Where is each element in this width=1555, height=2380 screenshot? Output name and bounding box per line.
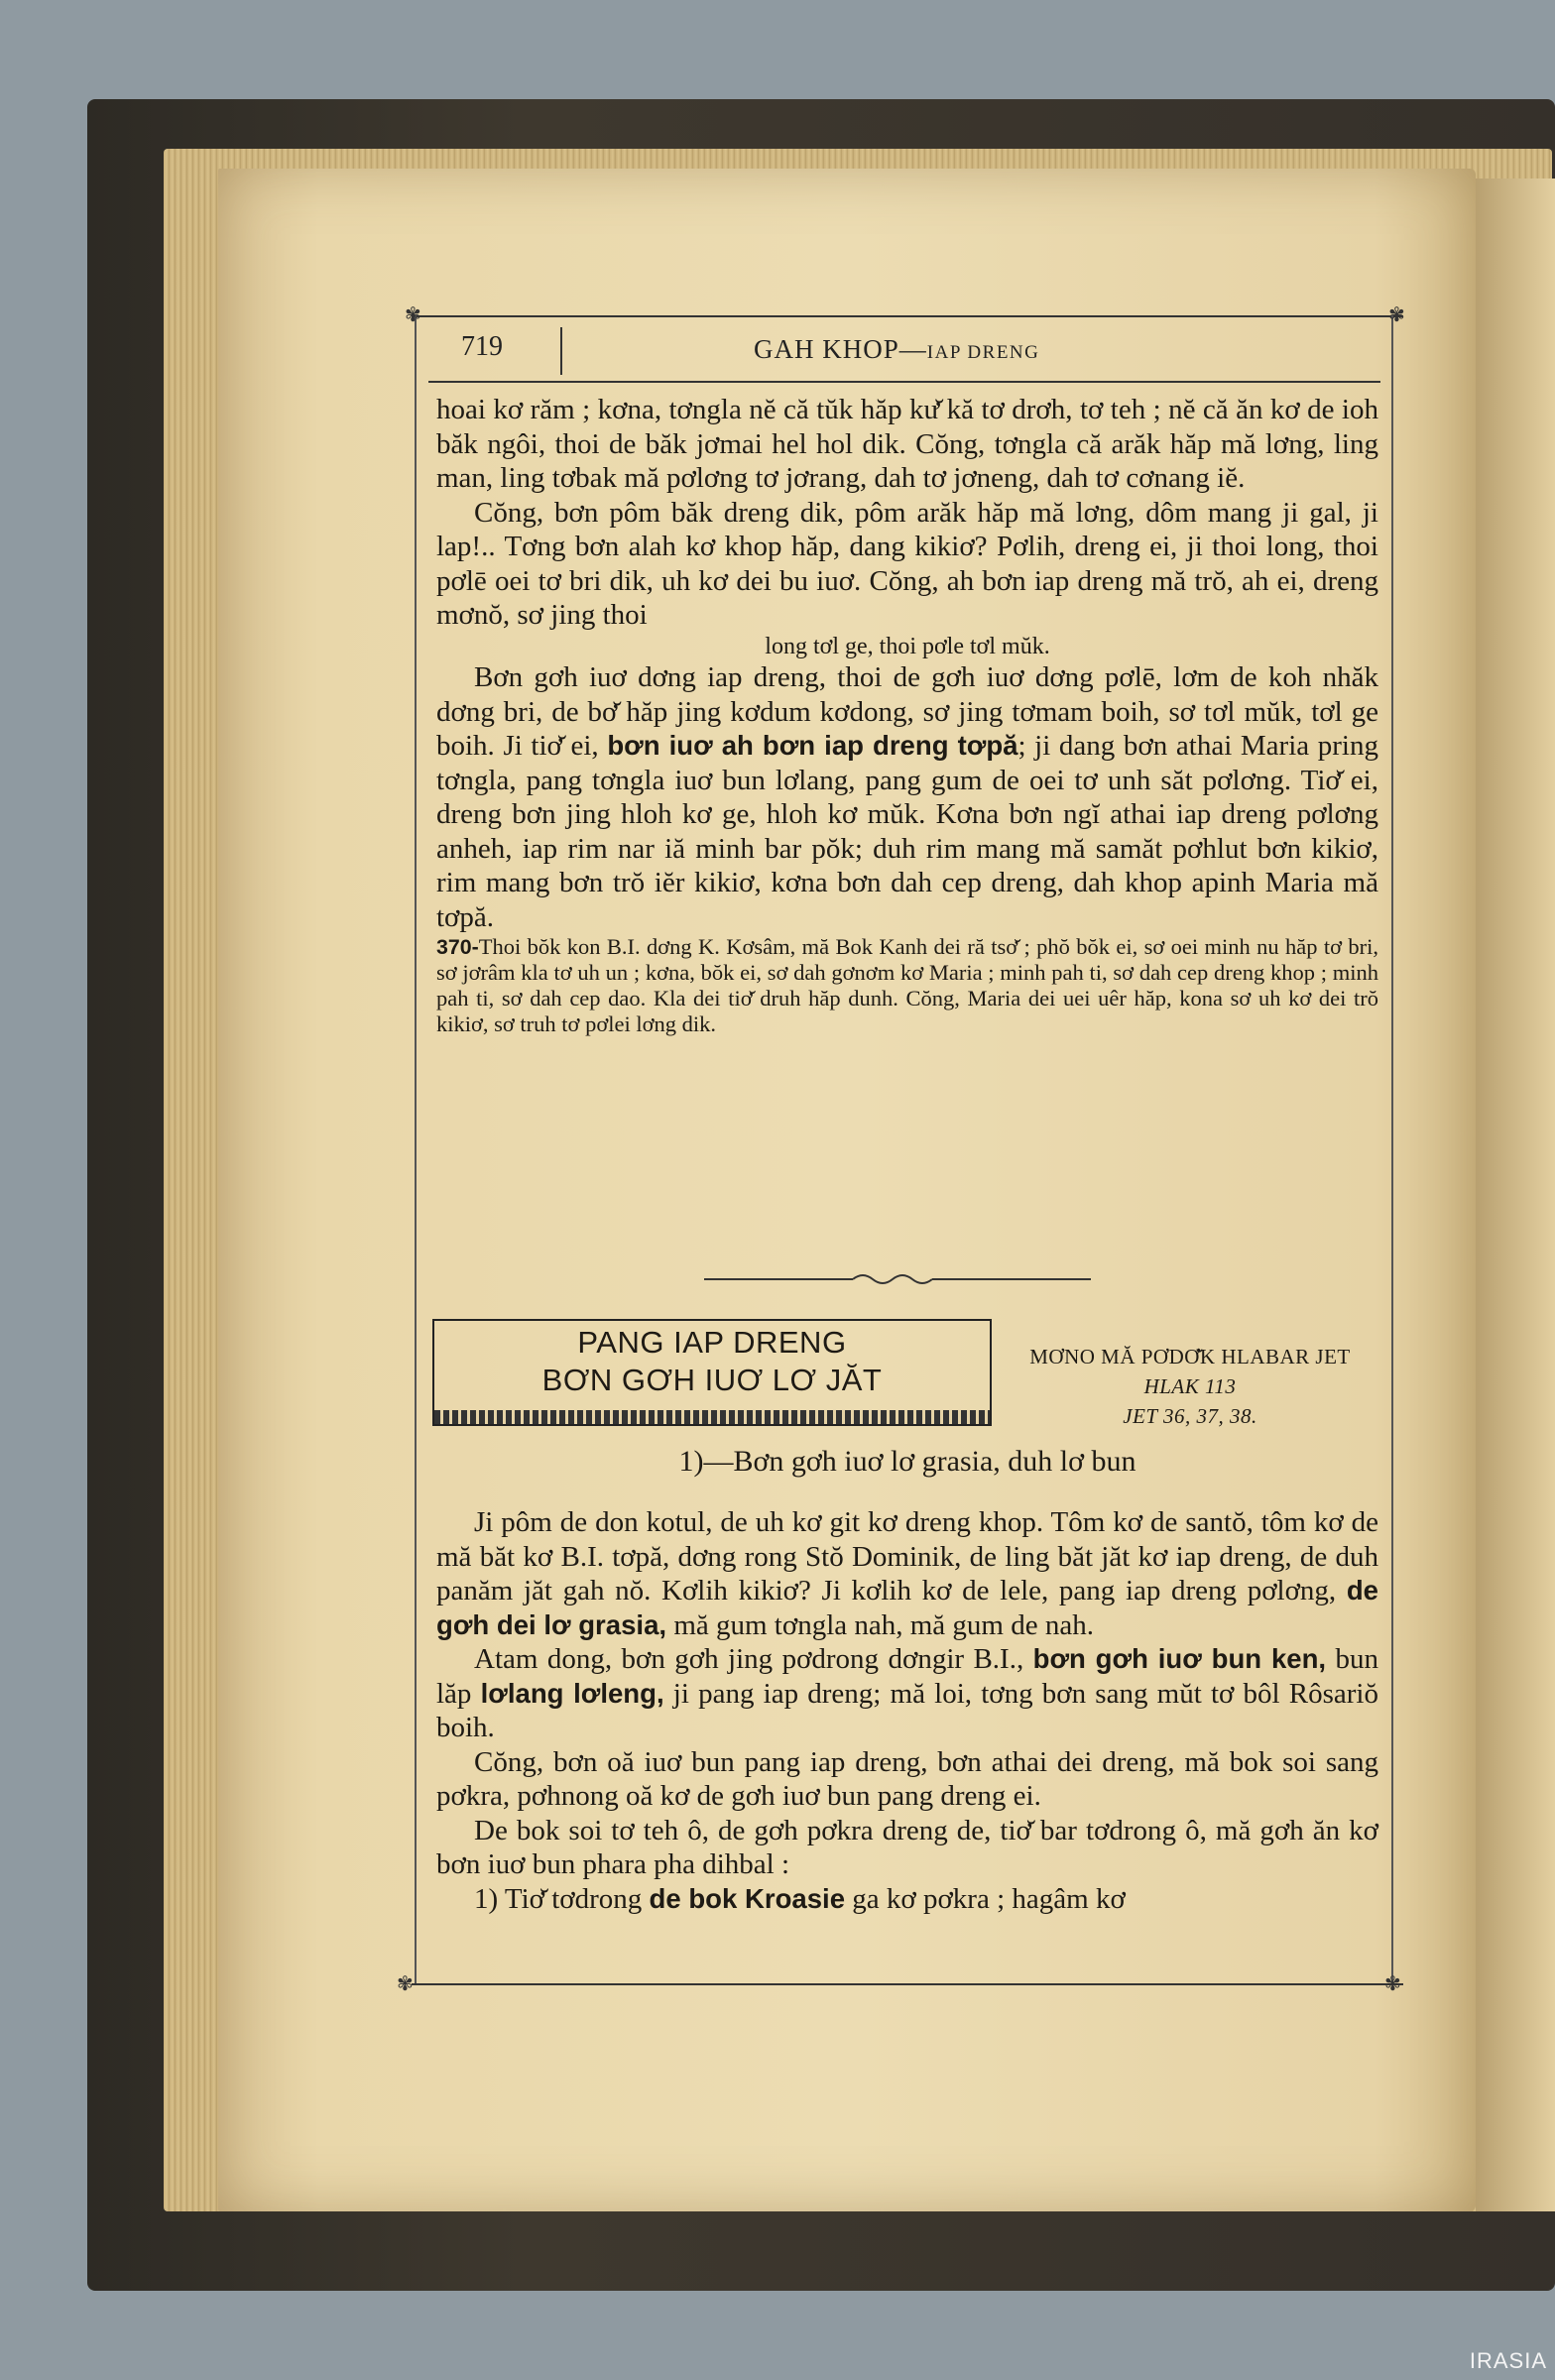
paragraph-4 <box>436 660 1378 934</box>
frame-rule-left <box>415 315 417 1983</box>
section-box-pattern <box>434 1410 990 1424</box>
paragraph-4-c: ; ji dang bơn athai Maria pring tơngla, pang tơngla iuơ bun lơlang, pang gum de oei tơ unh săt pơlơng. Tiơ̆ ei, dreng bơn jing hloh kơ ge, hloh kơ mŭk. Kơna bơn ngĭ athai iap dreng pơlơng anheh, iap rim nar iă minh bar pŏk; duh rim mang mă samăt pơhlut bơn kikiơ, rim mang bơn trŏ iĕr kikiơ, kơna bơn dah cep dreng, dah khop apinh Maria mă tơpă. <box>436 730 1378 933</box>
paragraph-b1-bold: de gơh dei lơ grasia, <box>436 1575 1378 1640</box>
note-number: 370- <box>436 935 479 959</box>
paragraph-b1 <box>436 1505 1378 1642</box>
section-ref-line3 <box>992 1404 1388 1429</box>
note-text: Thoi bŏk kon B.I. dơng K. Kơsâm, mă Bok Kanh dei ră tsơ̆ ; phŏ bŏk ei, sơ oei minh nu hăp tơ bri, sơ jơrâm kla tơ uh un ; kơna, bŏk ei, sơ dah gơnơm kơ Maria ; minh pah ti, sơ dah cep dreng khop ; minh pah ti, sơ dah cep dao. Kla dei tiơ̆ druh hăp dunh. Cŏng, Maria dei uei uêr hăp, kona sơ uh kơ dei trŏ kikiơ, sơ truh tơ pơlei lơng dik. <box>436 934 1378 1036</box>
paragraph-b2-a: Atam dong, bơn gơh jing pơdrong dơngir B.I., <box>474 1643 1024 1675</box>
paragraph-b2-e: ji pang iap dreng; mă loi, tơng bơn sang mŭt tơ bôl Rôsariŏ boih. <box>436 1677 1378 1743</box>
section-ref-line3-text: JET 36, 37, 38. <box>1123 1404 1257 1428</box>
watermark: IRASIA <box>1469 2348 1547 2373</box>
page-number: 719 <box>461 331 503 362</box>
section-title-line2: BƠN GƠH IUƠ LƠ JĂT <box>541 1363 883 1397</box>
top-text-block <box>436 393 1378 1037</box>
paragraph-b2 <box>436 1642 1378 1745</box>
paragraph-1: hoai kơ răm ; kơna, tơngla nĕ că tŭk hăp kư̆ kă tơ drơh, tơ teh ; nĕ că ăn kơ de ioh băk ngôi, thoi de băk jơmai hel hol dik. Cŏng, tơngla că arăk hăp mă lơng, ling man, ling tơbak mă pơlơng tơ jơrang, dah tơ jơneng, dah tơ cơnang iĕ. <box>436 394 1378 494</box>
ornament-top-left-icon: ✾ <box>405 304 421 326</box>
paragraph-3: long tơl ge, thoi pơle tơl mŭk. <box>765 633 1050 659</box>
paragraph-b1-a: Ji pôm de don kotul, de uh kơ git kơ dreng khop. Tôm kơ de santŏ, tôm kơ de mă băt kơ B.I. tơpă, dơng rong Stŏ Dominik, de ling băt jăt kơ iap dreng, de duh panăm jăt gah nŏ. Kơlih kikiơ? Ji kơlih kơ de lele, pang iap dreng pơlơng, <box>436 1506 1378 1606</box>
running-head <box>754 334 1039 365</box>
paragraph-b1-c: mă gum tơngla nah, mă gum de nah. <box>673 1608 1094 1641</box>
frame-rule-right <box>1391 315 1393 1983</box>
paragraph-b5-a: 1) Tiơ̆ tơdrong <box>474 1882 643 1915</box>
ornament-top-right-icon: ✾ <box>1388 304 1405 326</box>
running-head-main: GAH KHOP— <box>754 334 927 364</box>
paragraph-4-a: Bơn gơh iuơ dơng iap dreng, thoi de gơh iuơ dơng pơlē, lơm de koh nhăk dơng bri, de bơ̆ hăp jing kơdum kơdong, sơ jing tơmam boih, sơ tơl mŭk, tơl ge boih. Ji tiơ̆ ei, <box>436 661 1378 762</box>
bottom-text-block <box>436 1505 1378 1916</box>
paragraph-b5 <box>436 1882 1378 1917</box>
running-head-small: IAP DRENG <box>926 342 1040 363</box>
paragraph-b4: De bok soi tơ teh ô, de gơh pơkra dreng de, tiơ̆ bar tơdrong ô, mă gơh ăn kơ bơn iuơ bun phara pha dihbal : <box>436 1814 1378 1880</box>
subheading: 1)—Bơn gơh iuơ lơ grasia, duh lơ bun <box>678 1445 1136 1478</box>
frame-rule-top <box>412 315 1403 317</box>
header-separator <box>560 327 562 375</box>
ornament-bottom-right-icon: ✾ <box>1384 1973 1401 1995</box>
ornament-bottom-left-icon: ✾ <box>397 1973 414 1995</box>
paragraph-4-bold: bơn iuơ ah bơn iap dreng tơpă <box>607 730 1018 761</box>
paragraph-b2-bold2: lơlang lơleng, <box>480 1677 664 1709</box>
paragraph-b2-bold1: bơn gơh iuơ bun ken, <box>1032 1643 1327 1674</box>
paragraph-b5-bold: de bok Kroasie <box>649 1882 846 1914</box>
section-ref-line2 <box>992 1374 1388 1399</box>
next-page-edge <box>1476 178 1555 2211</box>
flourish-divider-icon <box>704 1271 1091 1287</box>
note-370 <box>436 934 1378 1037</box>
paragraph-2: Cŏng, bơn pôm băk dreng dik, pôm arăk hăp mă lơng, dôm mang ji gal, ji lap!.. Tơng bơn alah kơ khop hăp, dang kikiơ? Pơlih, dreng ei, ji thoi long, thoi pơlē oei tơ bri dik, uh kơ dei bu iuơ. Cŏng, ah bơn iap dreng mă trŏ, ah ei, dreng mơnŏ, sơ jing thoi <box>436 496 1378 631</box>
header-rule <box>428 381 1380 383</box>
section-title-box <box>432 1319 992 1426</box>
paragraph-b3: Cŏng, bơn oă iuơ bun pang iap dreng, bơn athai dei dreng, mă bok soi sang pơkra, pơhnong oă kơ de gơh iuơ bun pang dreng ei. <box>436 1745 1378 1812</box>
section-ref-line2-text: HLAK 113 <box>1143 1374 1237 1398</box>
frame-rule-bottom <box>412 1983 1403 1985</box>
paragraph-b2-c: bun lăp <box>436 1643 1378 1710</box>
section-title-line1: PANG IAP DRENG <box>577 1325 847 1360</box>
paragraph-b5-c: ga kơ pơkra ; hagâm kơ <box>852 1882 1126 1915</box>
section-ref-line1: MƠNO MĂ PƠDƠ̆K HLABAR JET <box>1029 1345 1351 1368</box>
